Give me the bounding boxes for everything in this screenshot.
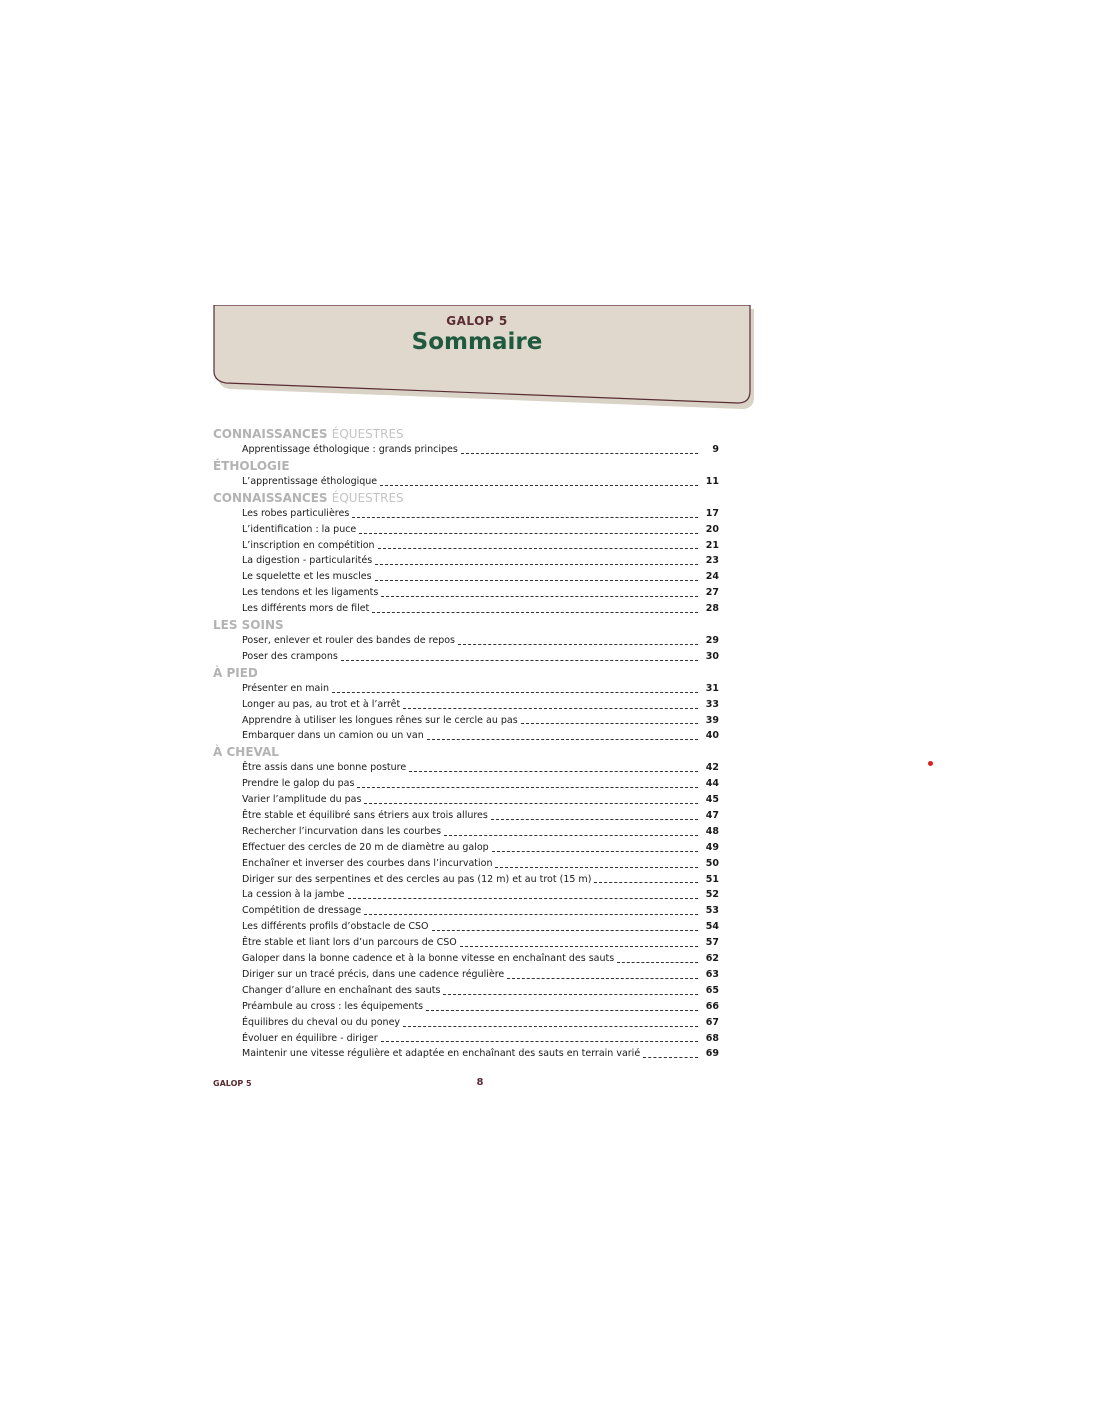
- toc-entry-label: Présenter en main: [242, 682, 330, 694]
- toc-entry[interactable]: [213, 633, 719, 649]
- dot-leader: [381, 1040, 698, 1042]
- toc-entry-page: 51: [705, 873, 719, 885]
- toc-entry-label: L’identification : la puce: [242, 523, 357, 535]
- dot-leader: [409, 770, 698, 772]
- section-title-bold: LES SOINS: [213, 618, 284, 633]
- page-title: Sommaire: [411, 329, 543, 355]
- table-of-contents: [213, 426, 719, 1062]
- toc-entry-label: Compétition de dressage: [242, 905, 362, 917]
- toc-entry-page: 9: [712, 444, 719, 455]
- dot-leader: [461, 452, 698, 454]
- toc-entry-label: Varier l’amplitude du pas: [242, 794, 362, 806]
- toc-entry-page: 65: [705, 984, 719, 996]
- toc-entry-label: Diriger sur un tracé précis, dans une cadence régulière: [242, 968, 505, 980]
- toc-entry-label: L’inscription en compétition: [242, 539, 375, 551]
- section-title: [213, 665, 719, 681]
- toc-entry[interactable]: [213, 569, 719, 585]
- section-title: [213, 490, 719, 506]
- section-title-light: ÉQUESTRES: [331, 427, 404, 441]
- toc-entry-page: 67: [705, 1016, 719, 1028]
- toc-entry[interactable]: [213, 792, 719, 808]
- dot-leader: [357, 786, 698, 788]
- toc-entry[interactable]: [213, 776, 719, 792]
- dot-leader: [348, 897, 698, 899]
- toc-entry-label: Galoper dans la bonne cadence et à la bonne vitesse en enchaînant des sauts: [242, 953, 615, 965]
- toc-entry-page: 48: [705, 825, 719, 837]
- toc-entry[interactable]: [213, 681, 719, 697]
- toc-entry-label: Embarquer dans un camion ou un van: [242, 730, 424, 742]
- page-number: 8: [476, 1077, 484, 1088]
- toc-entry[interactable]: [213, 1015, 719, 1031]
- toc-entry-label: La digestion - particularités: [242, 555, 373, 567]
- dot-leader: [492, 850, 698, 852]
- dot-leader: [521, 722, 698, 724]
- toc-entry[interactable]: [213, 903, 719, 919]
- toc-entry-label: Apprendre à utiliser les longues rênes sur le cercle au pas: [242, 714, 518, 726]
- toc-entry-page: 52: [705, 889, 719, 901]
- toc-entry[interactable]: [213, 601, 719, 617]
- dot-leader: [495, 866, 698, 868]
- toc-entry-page: 50: [705, 857, 719, 869]
- toc-entry-page: 30: [705, 650, 719, 662]
- dot-leader: [380, 484, 698, 486]
- toc-entry[interactable]: [213, 713, 719, 729]
- section-title: [213, 426, 719, 442]
- dot-leader: [375, 563, 698, 565]
- toc-entry-label: Évoluer en équilibre - diriger: [242, 1032, 378, 1044]
- dot-leader: [381, 595, 698, 597]
- toc-entry-label: Effectuer des cercles de 20 m de diamètre au galop: [242, 841, 489, 853]
- toc-entry[interactable]: [213, 983, 719, 999]
- dot-leader: [403, 1025, 698, 1027]
- toc-entry[interactable]: [213, 824, 719, 840]
- dot-leader: [443, 993, 698, 995]
- toc-entry[interactable]: [213, 553, 719, 569]
- toc-entry-page: 42: [705, 762, 719, 774]
- dot-leader: [352, 516, 698, 518]
- dot-leader: [427, 738, 698, 740]
- toc-entry-label: Longer au pas, au trot et à l’arrêt: [242, 698, 401, 710]
- dot-leader: [372, 611, 698, 613]
- toc-entry-page: 44: [705, 778, 719, 790]
- toc-entry-page: 21: [705, 539, 719, 551]
- toc-entry-label: Être stable et liant lors d’un parcours de CSO: [242, 937, 457, 949]
- toc-entry-label: Être assis dans une bonne posture: [242, 762, 407, 774]
- dot-leader: [426, 1009, 698, 1011]
- dot-leader: [460, 945, 698, 947]
- toc-entry-label: Les différents mors de filet: [242, 603, 370, 615]
- dot-leader: [375, 579, 698, 581]
- toc-entry[interactable]: [213, 474, 719, 490]
- dot-leader: [341, 659, 698, 661]
- dot-leader: [432, 929, 698, 931]
- toc-entry[interactable]: [213, 840, 719, 856]
- section-title: [213, 617, 719, 633]
- toc-entry[interactable]: [213, 522, 719, 538]
- toc-entry-page: 49: [705, 841, 719, 853]
- toc-entry[interactable]: [213, 808, 719, 824]
- toc-entry-page: 54: [705, 921, 719, 933]
- toc-entry-page: 68: [705, 1032, 719, 1044]
- toc-entry-label: Le squelette et les muscles: [242, 571, 372, 583]
- toc-entry-page: 69: [705, 1048, 719, 1060]
- toc-entry-label: Changer d’allure en enchaînant des sauts: [242, 984, 441, 996]
- dot-leader: [643, 1056, 698, 1058]
- toc-entry[interactable]: [213, 919, 719, 935]
- toc-entry-page: 47: [705, 810, 719, 822]
- toc-entry[interactable]: [213, 760, 719, 776]
- toc-entry-page: 29: [705, 635, 719, 647]
- footer-title: GALOP 5: [213, 1079, 252, 1088]
- toc-entry[interactable]: [213, 856, 719, 872]
- toc-entry-page: 66: [705, 1000, 719, 1012]
- toc-entry-label: Poser des crampons: [242, 650, 338, 662]
- toc-entry-page: 63: [705, 968, 719, 980]
- dot-leader: [507, 977, 698, 979]
- toc-entry-label: Apprentissage éthologique : grands principes: [242, 444, 458, 455]
- toc-entry-page: 17: [705, 507, 719, 519]
- toc-entry-page: 57: [705, 937, 719, 949]
- dot-leader: [444, 834, 698, 836]
- toc-entry-label: Prendre le galop du pas: [242, 778, 355, 790]
- toc-entry[interactable]: [213, 887, 719, 903]
- toc-entry[interactable]: [213, 967, 719, 983]
- dot-leader: [332, 691, 698, 693]
- toc-entry-label: Enchaîner et inverser des courbes dans l’incurvation: [242, 857, 493, 869]
- dot-leader: [594, 881, 698, 883]
- toc-entry[interactable]: [213, 872, 719, 888]
- toc-entry-page: 24: [705, 571, 719, 583]
- toc-entry[interactable]: [213, 506, 719, 522]
- toc-entry-label: Équilibres du cheval ou du poney: [242, 1016, 401, 1028]
- dot-leader: [403, 707, 698, 709]
- toc-entry[interactable]: [213, 442, 719, 458]
- toc-entry-label: Les tendons et les ligaments: [242, 587, 379, 599]
- toc-entry-label: Les différents profils d’obstacle de CSO: [242, 921, 429, 933]
- dot-leader: [617, 961, 698, 963]
- header-box: [212, 305, 752, 407]
- toc-entry-page: 45: [705, 794, 719, 806]
- toc-entry-label: L’apprentissage éthologique: [242, 475, 378, 487]
- toc-entry-label: Être stable et équilibré sans étriers aux trois allures: [242, 810, 488, 822]
- toc-entry-label: La cession à la jambe: [242, 889, 345, 901]
- toc-entry-label: Poser, enlever et rouler des bandes de repos: [242, 635, 456, 647]
- toc-entry[interactable]: [213, 697, 719, 713]
- toc-entry-page: 23: [705, 555, 719, 567]
- dot-leader: [364, 802, 698, 804]
- toc-entry-page: 40: [705, 730, 719, 742]
- toc-entry[interactable]: [213, 1046, 719, 1062]
- toc-entry-page: 53: [705, 905, 719, 917]
- section-title: [213, 744, 719, 760]
- section-title-bold: À CHEVAL: [213, 745, 279, 760]
- section-title: [213, 458, 719, 474]
- section-title-bold: ÉTHOLOGIE: [213, 458, 290, 473]
- toc-entry-label: Maintenir une vitesse régulière et adaptée en enchaînant des sauts en terrain varié: [242, 1048, 641, 1060]
- dot-leader: [491, 818, 698, 820]
- toc-entry-page: 27: [705, 587, 719, 599]
- toc-entry-page: 20: [705, 523, 719, 535]
- toc-entry-page: 31: [705, 682, 719, 694]
- toc-entry-page: 33: [705, 698, 719, 710]
- toc-entry[interactable]: [213, 649, 719, 665]
- dot-leader: [364, 913, 698, 915]
- section-title-bold: À PIED: [213, 665, 258, 680]
- toc-entry[interactable]: [213, 935, 719, 951]
- section-title-light: ÉQUESTRES: [331, 490, 404, 505]
- toc-entry[interactable]: [213, 728, 719, 744]
- toc-entry[interactable]: [213, 1031, 719, 1047]
- toc-entry-label: Diriger sur des serpentines et des cercles au pas (12 m) et au trot (15 m): [242, 873, 592, 885]
- section-title-bold: CONNAISSANCES: [213, 427, 328, 441]
- toc-entry-page: 28: [705, 603, 719, 615]
- toc-entry[interactable]: [213, 951, 719, 967]
- red-dot-mark: [928, 761, 933, 766]
- toc-entry-label: Les robes particulières: [242, 507, 350, 519]
- toc-entry-page: 11: [705, 475, 719, 487]
- toc-entry-page: 39: [705, 714, 719, 726]
- dot-leader: [378, 547, 698, 549]
- section-title-bold: CONNAISSANCES: [213, 490, 328, 505]
- toc-entry-page: 62: [705, 953, 719, 965]
- dot-leader: [359, 532, 698, 534]
- toc-entry-label: Préambule au cross : les équipements: [242, 1000, 424, 1012]
- toc-entry-label: Rechercher l’incurvation dans les courbes: [242, 825, 442, 837]
- dot-leader: [458, 643, 698, 645]
- toc-entry[interactable]: [213, 538, 719, 554]
- header-subtitle: GALOP 5: [446, 314, 508, 328]
- toc-entry[interactable]: [213, 999, 719, 1015]
- toc-entry[interactable]: [213, 585, 719, 601]
